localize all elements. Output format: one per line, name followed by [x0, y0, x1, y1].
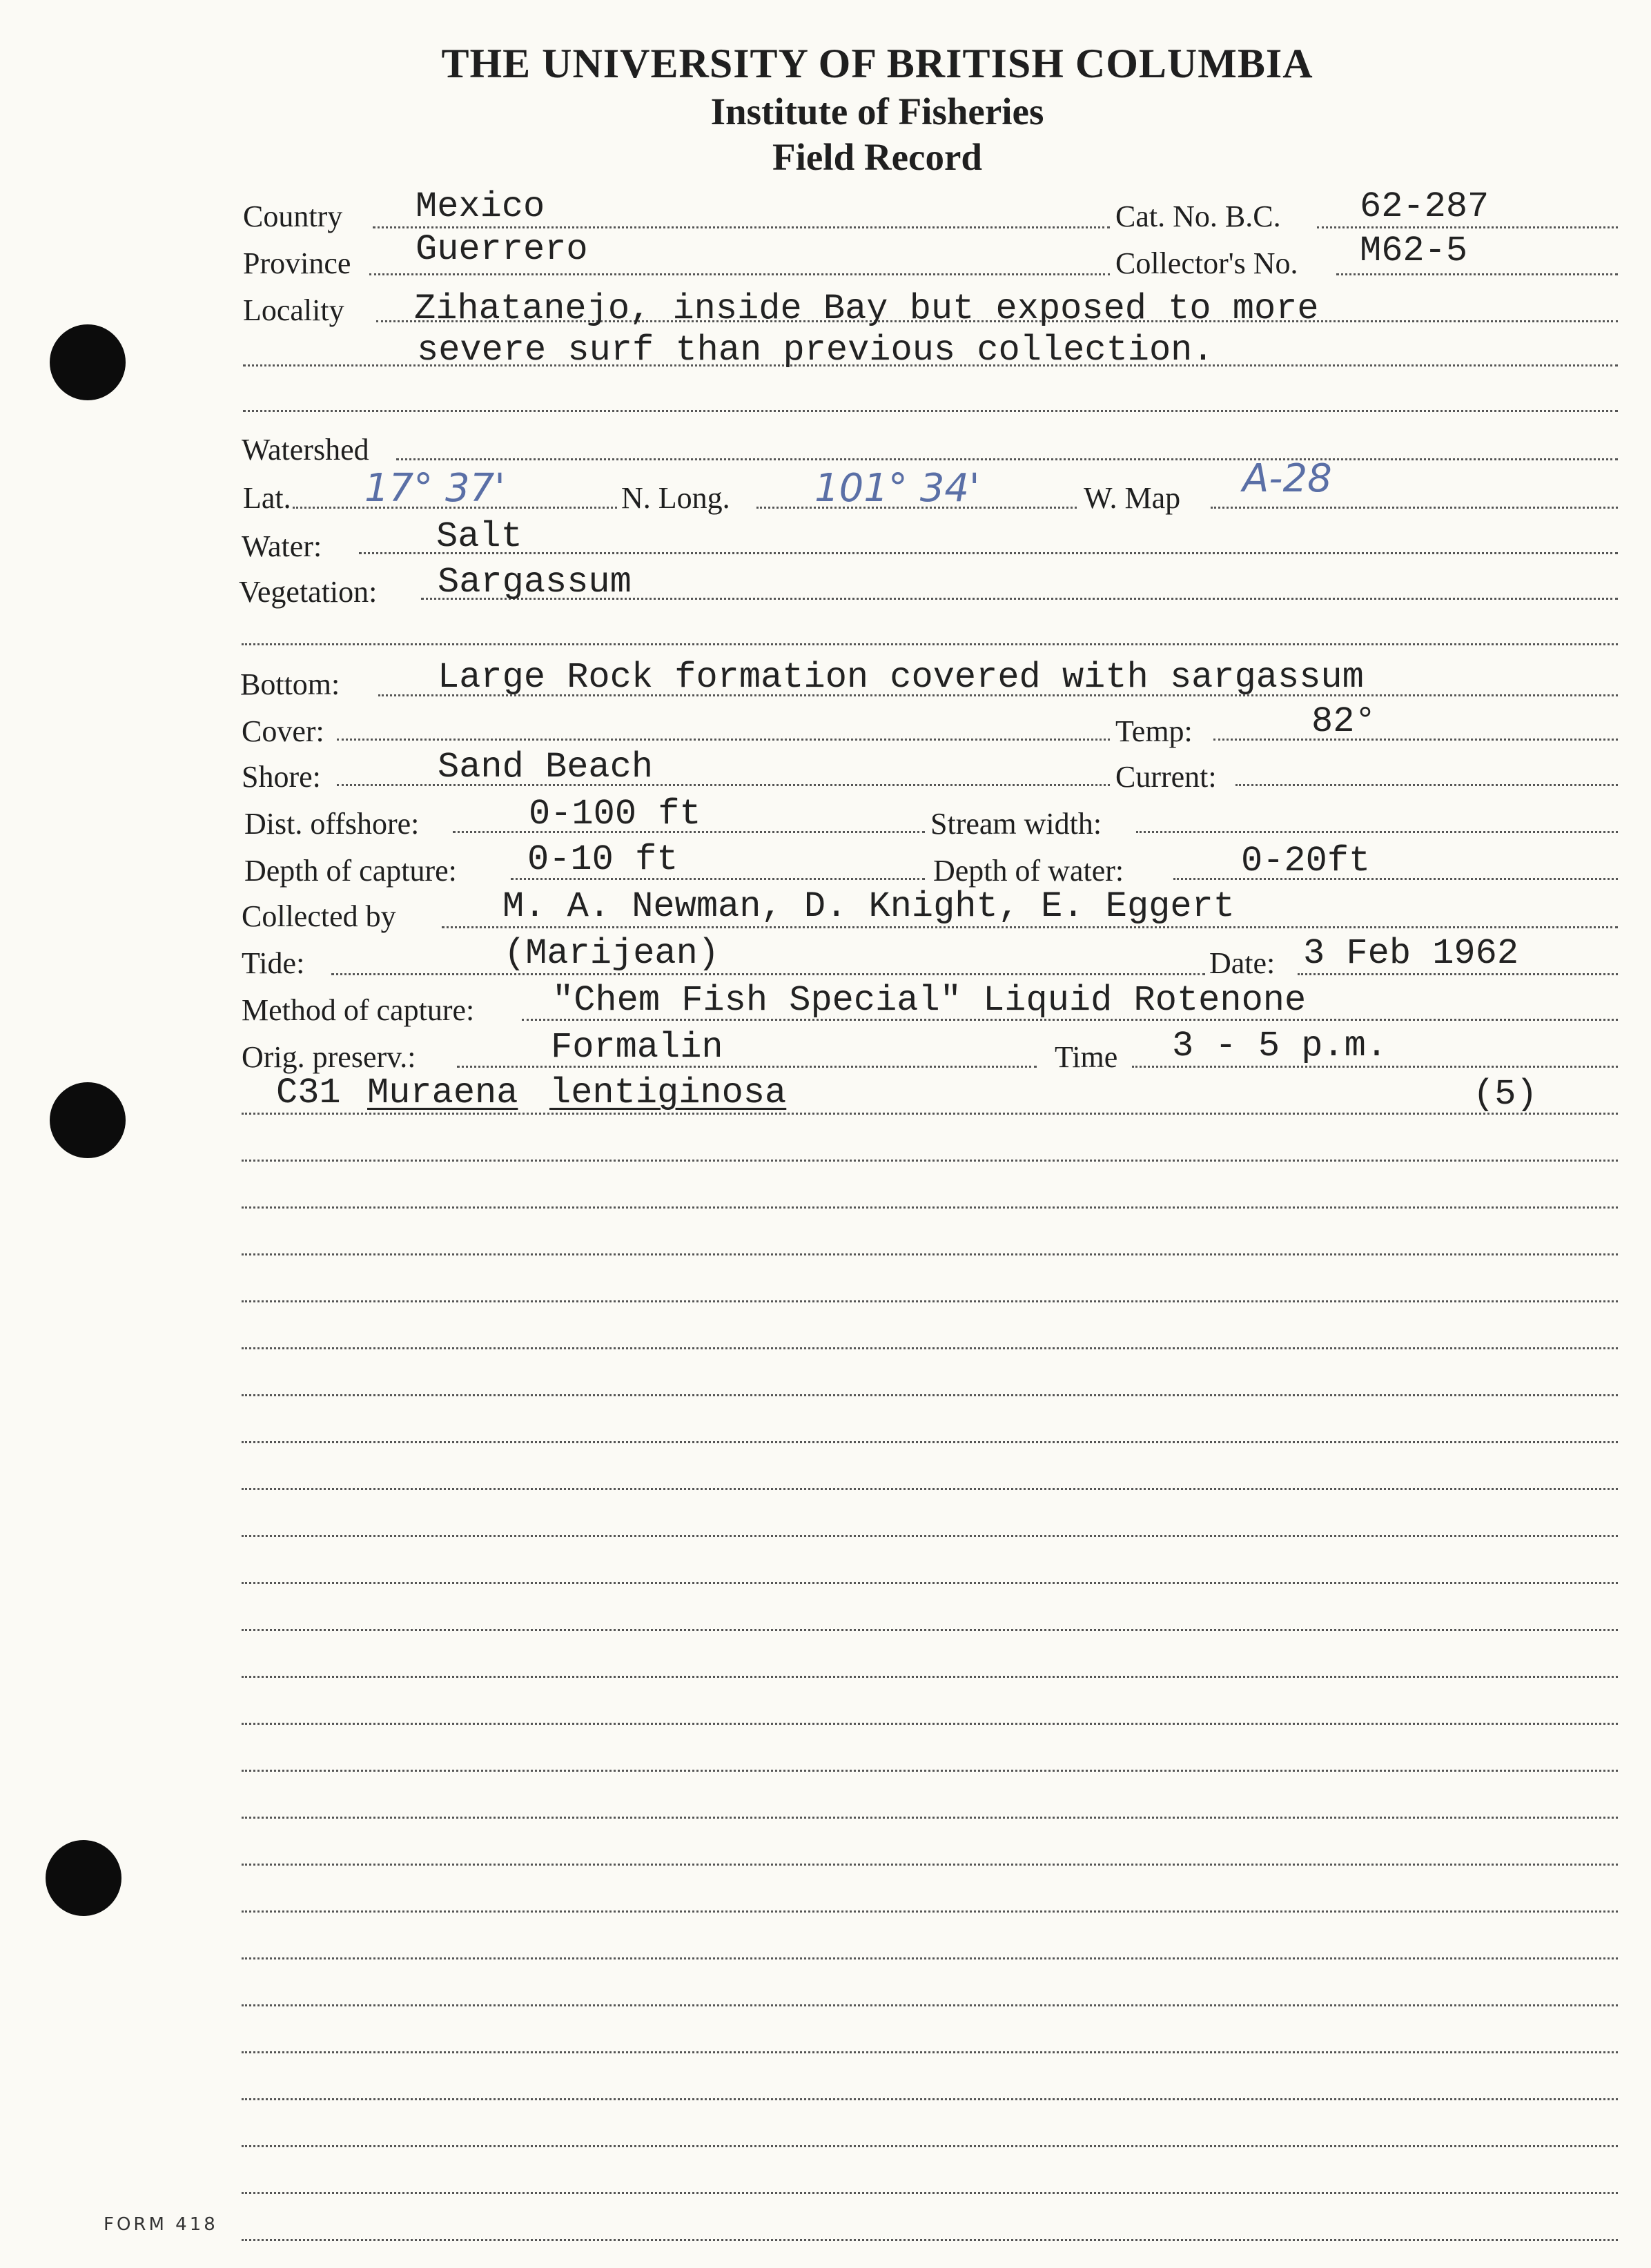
w-map-label: W. Map: [1084, 481, 1181, 515]
ruled-line: [242, 2004, 1618, 2006]
cat-no-value: 62-287: [1360, 186, 1489, 227]
ruled-line: [242, 2098, 1618, 2100]
locality-line-3: [243, 410, 1618, 412]
ruled-line: [242, 1817, 1618, 1819]
collected-by-value: M. A. Newman, D. Knight, E. Eggert: [502, 886, 1235, 927]
ruled-line: [242, 1629, 1618, 1631]
watershed-line: [396, 458, 1618, 460]
long-value: 101° 34': [814, 466, 980, 511]
bottom-label: Bottom:: [240, 667, 340, 701]
country-value: Mexico: [416, 186, 545, 227]
ruled-line: [242, 1160, 1618, 1162]
binder-hole-top: [50, 324, 126, 400]
vegetation-value: Sargassum: [438, 562, 632, 603]
cover-line: [337, 739, 1110, 741]
ruled-line: [242, 1770, 1618, 1772]
ruled-line: [242, 1864, 1618, 1866]
time-label: Time: [1055, 1040, 1118, 1074]
ruled-line: [242, 1723, 1618, 1725]
current-line: [1235, 784, 1618, 786]
current-label: Current:: [1115, 760, 1217, 794]
form-title: Field Record: [772, 136, 982, 178]
ruled-line: [242, 1488, 1618, 1490]
form-number: FORM 418: [104, 2214, 218, 2235]
collectors-no-label: Collector's No.: [1115, 246, 1298, 280]
ruled-line: [242, 1347, 1618, 1349]
tide-label: Tide:: [242, 946, 305, 980]
lat-label: Lat.: [243, 481, 291, 515]
locality-label: Locality: [243, 293, 344, 327]
ruled-line: [242, 1300, 1618, 1302]
ruled-line: [242, 1957, 1618, 1959]
ruled-line: [242, 1206, 1618, 1209]
depth-of-capture-label: Depth of capture:: [244, 854, 457, 888]
specimen-code: C31: [276, 1073, 341, 1113]
depth-of-water-line: [1173, 878, 1618, 880]
method-of-capture-label: Method of capture:: [242, 993, 475, 1027]
university-name: THE UNIVERSITY OF BRITISH COLUMBIA: [441, 41, 1313, 86]
collectors-no-line: [1336, 273, 1618, 275]
ruled-line: [242, 2051, 1618, 2053]
province-value: Guerrero: [416, 229, 588, 270]
shore-value: Sand Beach: [438, 747, 654, 788]
stream-width-line: [1136, 831, 1618, 833]
specimen-species: lentiginosa: [549, 1073, 787, 1113]
tide-line: [331, 973, 1205, 975]
bottom-value: Large Rock formation covered with sargassum: [438, 657, 1364, 698]
locality-value-line-2: severe surf than previous collection.: [417, 330, 1214, 371]
dist-offshore-value: 0-100 ft: [529, 794, 701, 834]
specimen-line: [242, 1113, 1618, 1115]
depth-of-water-value: 0-20ft: [1241, 841, 1371, 881]
orig-preserv-value: Formalin: [551, 1027, 723, 1068]
water-value: Salt: [436, 516, 522, 557]
ruled-line: [242, 1582, 1618, 1584]
country-label: Country: [243, 199, 343, 233]
cat-no-label: Cat. No. B.C.: [1115, 199, 1281, 233]
ruled-line: [242, 2192, 1618, 2194]
orig-preserv-line: [457, 1066, 1037, 1068]
map-value: A-28: [1242, 456, 1332, 501]
institute-name: Institute of Fisheries: [710, 90, 1044, 133]
depth-of-water-label: Depth of water:: [933, 854, 1124, 888]
date-value: 3 Feb 1962: [1303, 933, 1519, 974]
temp-line: [1213, 739, 1618, 741]
stream-width-label: Stream width:: [930, 807, 1102, 841]
ruled-line: [242, 1441, 1618, 1443]
map-line: [1211, 507, 1618, 509]
specimen-count: (5): [1473, 1074, 1538, 1115]
temp-label: Temp:: [1115, 714, 1193, 748]
ruled-line: [242, 1910, 1618, 1913]
collected-by-label: Collected by: [242, 899, 396, 933]
watershed-label: Watershed: [242, 433, 369, 467]
dist-offshore-label: Dist. offshore:: [244, 807, 420, 841]
water-line: [359, 552, 1618, 554]
shore-label: Shore:: [242, 760, 321, 794]
ruled-line: [242, 2239, 1618, 2241]
orig-preserv-label: Orig. preserv.:: [242, 1040, 416, 1074]
tide-value: (Marijean): [504, 933, 720, 974]
ruled-line: [242, 1253, 1618, 1255]
specimen-genus: Muraena: [367, 1073, 518, 1113]
ruled-line: [242, 2145, 1618, 2147]
vegetation-label: Vegetation:: [239, 575, 378, 609]
date-label: Date:: [1209, 946, 1276, 980]
method-of-capture-value: "Chem Fish Special" Liquid Rotenone: [552, 980, 1307, 1021]
vegetation-line-2: [242, 643, 1618, 645]
province-line: [369, 273, 1110, 275]
ruled-line: [242, 1676, 1618, 1678]
temp-value: 82°: [1311, 701, 1376, 742]
n-long-label: N. Long.: [621, 481, 730, 515]
depth-of-capture-value: 0-10 ft: [527, 839, 678, 880]
province-label: Province: [243, 246, 351, 280]
time-value: 3 - 5 p.m.: [1172, 1026, 1388, 1066]
locality-value-line-1: Zihatanejo, inside Bay but exposed to more: [414, 289, 1319, 329]
water-label: Water:: [242, 529, 322, 563]
lat-value: 17° 37': [364, 466, 505, 511]
ruled-line: [242, 1394, 1618, 1396]
binder-hole-bottom: [46, 1840, 121, 1916]
binder-hole-middle: [50, 1082, 126, 1158]
ruled-line: [242, 1535, 1618, 1537]
collectors-no-value: M62-5: [1360, 231, 1468, 271]
cover-label: Cover:: [242, 714, 324, 748]
